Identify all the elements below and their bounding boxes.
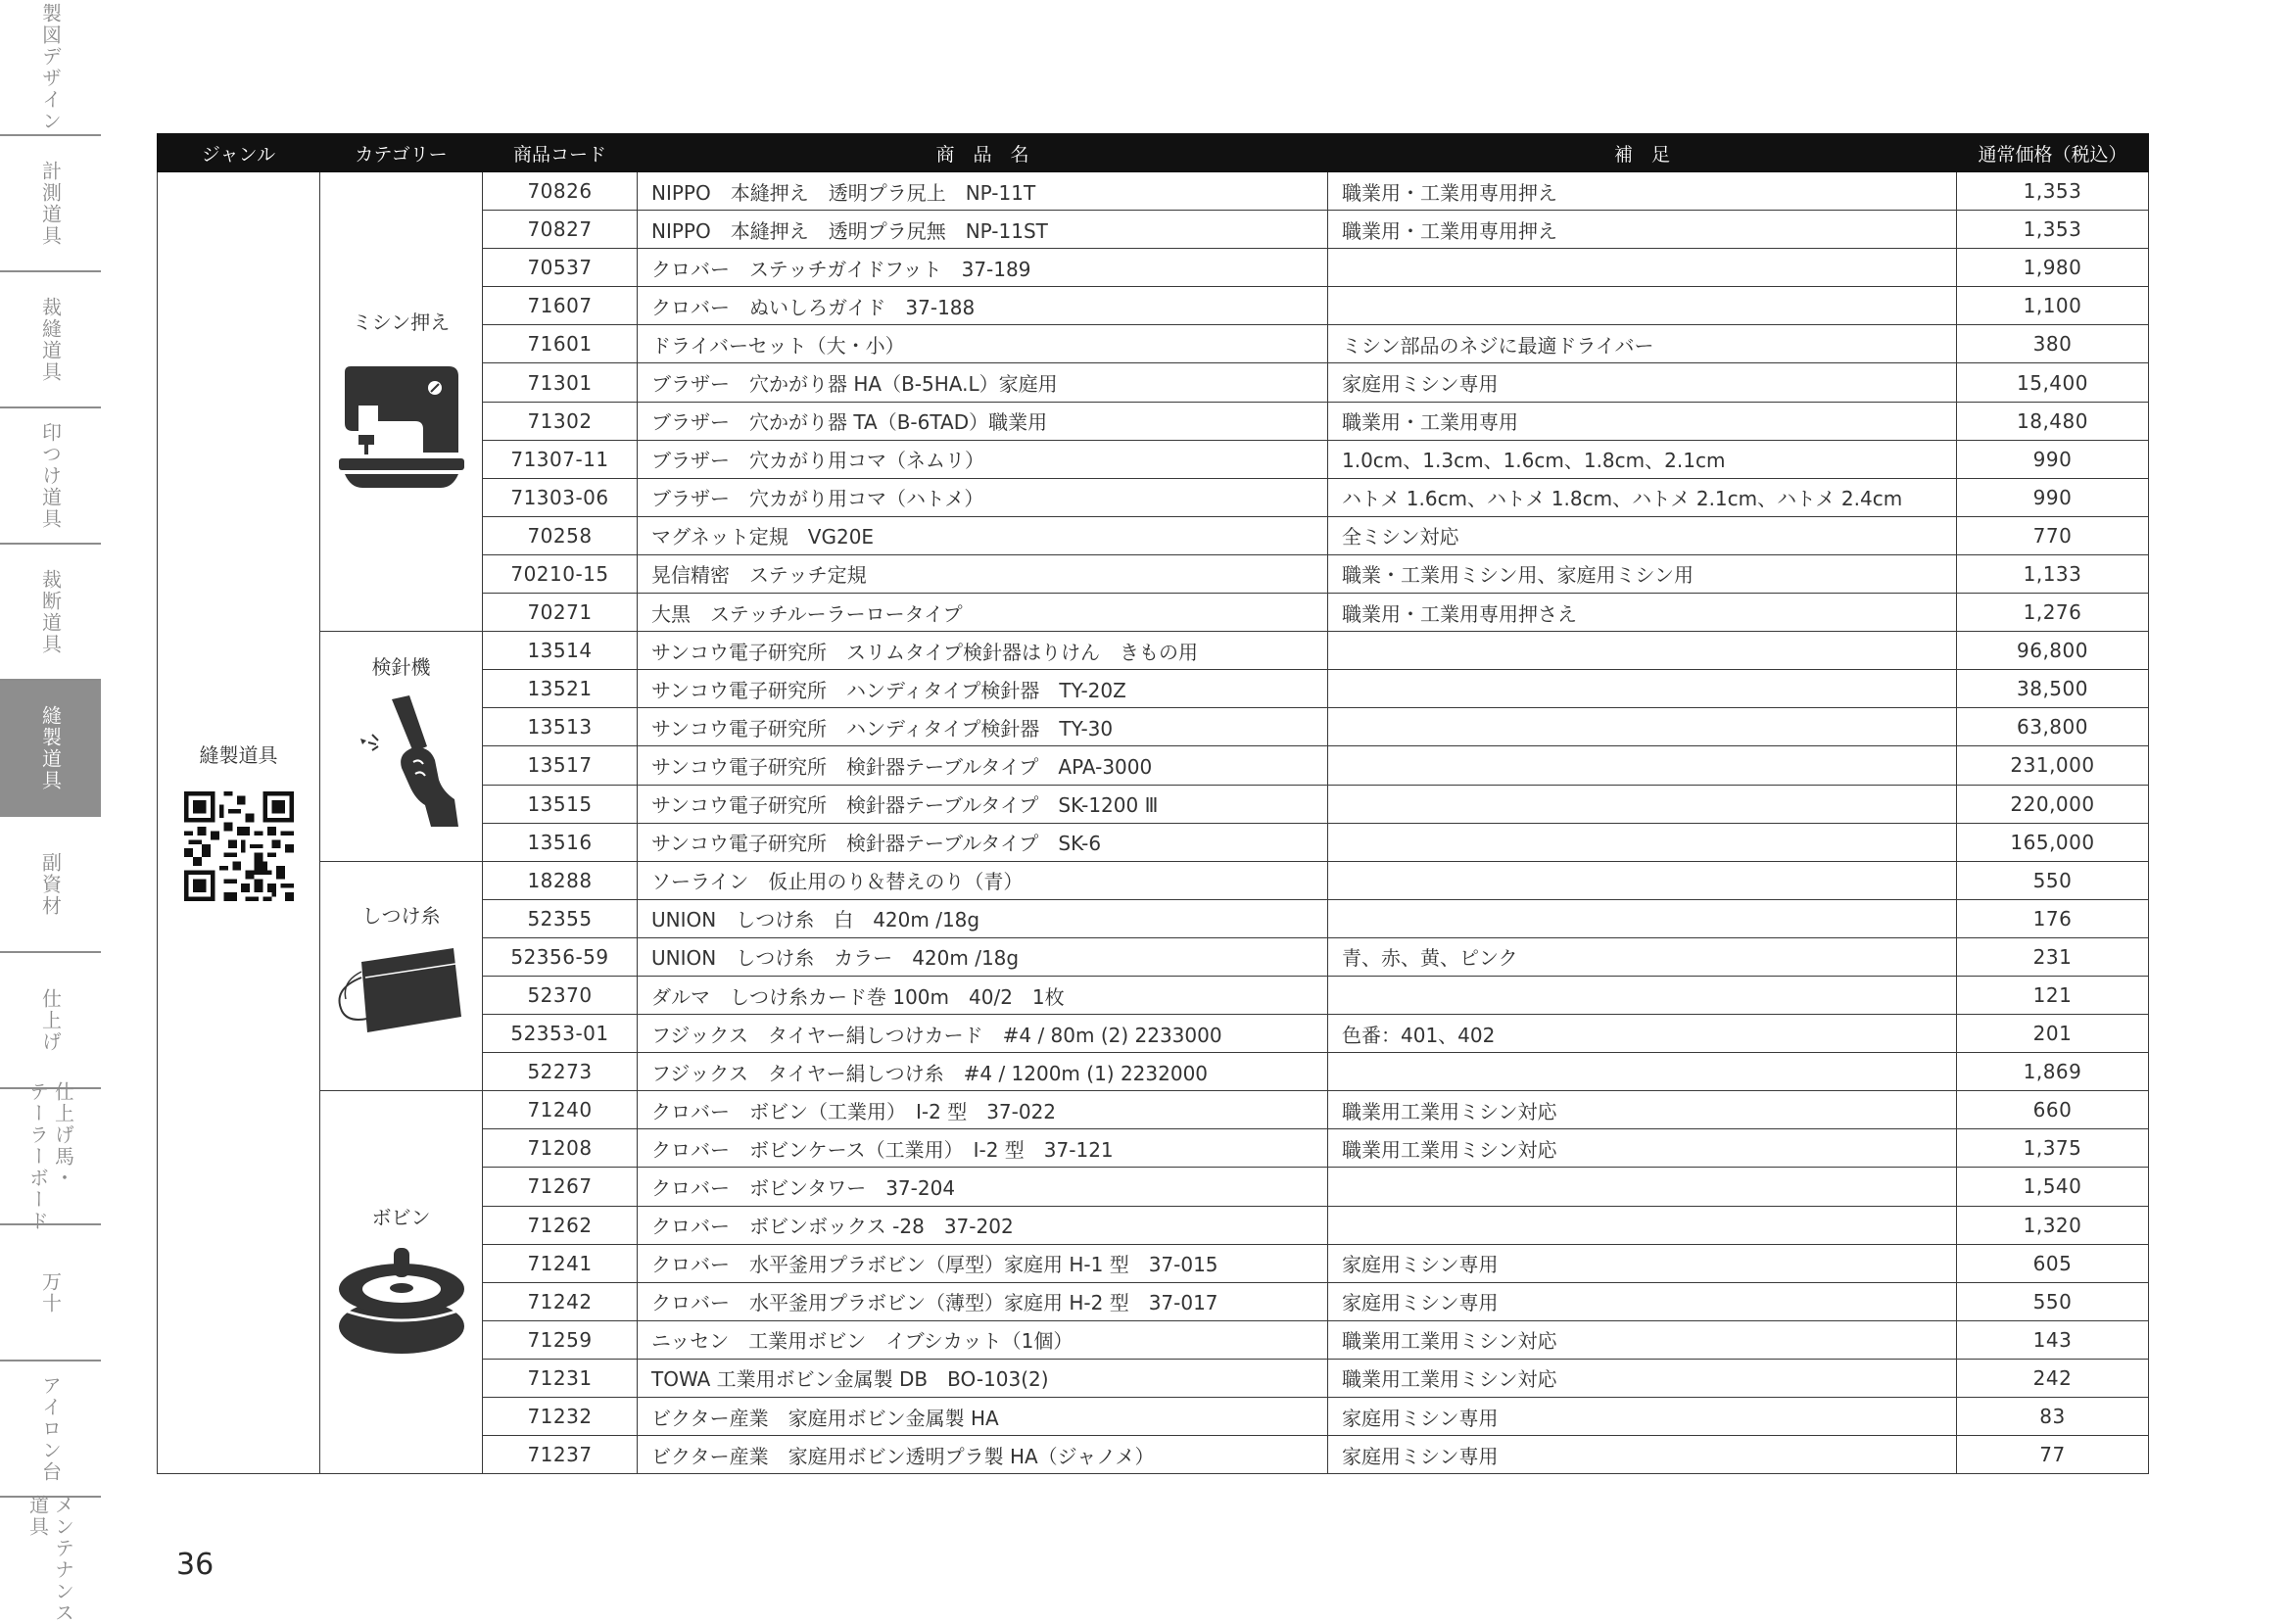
product-note: 1.0cm、1.3cm、1.6cm、1.8cm、2.1cm	[1328, 440, 1957, 478]
product-price: 1,100	[1957, 287, 2149, 325]
needle-detector-icon	[333, 690, 470, 841]
product-code: 71242	[483, 1282, 638, 1320]
product-note	[1328, 708, 1957, 746]
product-price: 77	[1957, 1436, 2149, 1474]
side-tab-sub-materials[interactable]	[0, 817, 101, 953]
product-name: クロバー 水平釜用プラボビン（厚型）家庭用 H-1 型 37-015	[638, 1244, 1328, 1282]
product-code: 13513	[483, 708, 638, 746]
product-code: 71208	[483, 1129, 638, 1168]
header-note: 補 足	[1328, 134, 1957, 172]
product-name: ビクター産業 家庭用ボビン透明プラ製 HA（ジャノメ）	[638, 1436, 1328, 1474]
product-name: ドライバーセット（大・小）	[638, 325, 1328, 363]
side-tab-label-line-2: テーラーボード	[25, 1080, 50, 1232]
product-price: 15,400	[1957, 363, 2149, 402]
product-code: 70258	[483, 516, 638, 554]
product-name: ニッセン 工業用ボビン イブシカット（1個）	[638, 1320, 1328, 1359]
product-name: サンコウ電子研究所 検針器テーブルタイプ SK-6	[638, 823, 1328, 861]
side-tab-label: 製図デザイン	[38, 2, 63, 132]
basting-thread-icon	[328, 938, 475, 1051]
product-name: ブラザー 穴カがり用コマ（ハトメ）	[638, 478, 1328, 516]
side-index-tabs	[0, 0, 101, 1624]
product-name: 晃信精密 ステッチ定規	[638, 554, 1328, 593]
product-note	[1328, 1206, 1957, 1244]
product-code: 13517	[483, 746, 638, 785]
product-code: 71607	[483, 287, 638, 325]
product-code: 52355	[483, 899, 638, 937]
side-tab-label: 裁縫道具	[38, 296, 63, 383]
product-name: クロバー ボビンボックス -28 37-202	[638, 1206, 1328, 1244]
header-name: 商 品 名	[638, 134, 1328, 172]
product-note	[1328, 287, 1957, 325]
product-code: 71267	[483, 1168, 638, 1206]
product-price: 550	[1957, 861, 2149, 899]
header-price: 通常価格（税込）	[1957, 134, 2149, 172]
product-note: 全ミシン対応	[1328, 516, 1957, 554]
product-note	[1328, 1053, 1957, 1091]
product-name: ビクター産業 家庭用ボビン金属製 HA	[638, 1398, 1328, 1436]
side-tab-manju[interactable]	[0, 1225, 101, 1361]
product-code: 13515	[483, 785, 638, 823]
product-price: 220,000	[1957, 785, 2149, 823]
product-note: 職業・工業用ミシン用、家庭用ミシン用	[1328, 554, 1957, 593]
product-note	[1328, 670, 1957, 708]
sewing-machine-icon	[333, 345, 470, 497]
product-code: 52356-59	[483, 937, 638, 976]
table-row	[158, 632, 2149, 670]
product-note: 青、赤、黄、ピンク	[1328, 937, 1957, 976]
side-tab-label: 仕上げ	[38, 987, 63, 1053]
product-note: 家庭用ミシン専用	[1328, 1398, 1957, 1436]
product-code: 71232	[483, 1398, 638, 1436]
product-code: 70271	[483, 594, 638, 632]
side-tab-label-line-1: 仕上げ馬・	[51, 1080, 75, 1189]
product-name: クロバー ボビン（工業用） I-2 型 37-022	[638, 1091, 1328, 1129]
product-code: 71302	[483, 402, 638, 440]
product-note: 家庭用ミシン専用	[1328, 1282, 1957, 1320]
side-tab-label: 万十	[38, 1270, 63, 1314]
product-code: 71259	[483, 1320, 638, 1359]
product-price: 1,980	[1957, 249, 2149, 287]
header-category: カテゴリー	[320, 134, 483, 172]
header-code: 商品コード	[483, 134, 638, 172]
product-note	[1328, 861, 1957, 899]
product-note	[1328, 249, 1957, 287]
product-name: 大黒 ステッチルーラーロータイプ	[638, 594, 1328, 632]
side-tab-drafting-design[interactable]	[0, 0, 101, 136]
product-note: 色番：401、402	[1328, 1015, 1957, 1053]
product-code: 71237	[483, 1436, 638, 1474]
product-code: 71262	[483, 1206, 638, 1244]
product-name: サンコウ電子研究所 ハンディタイプ検針器 TY-30	[638, 708, 1328, 746]
category-cell	[320, 632, 483, 862]
product-note: 職業用・工業用専用押え	[1328, 172, 1957, 211]
side-tab-finishing[interactable]	[0, 953, 101, 1089]
genre-label: 縫製道具	[199, 743, 278, 768]
product-note: ハトメ 1.6cm、ハトメ 1.8cm、ハトメ 2.1cm、ハトメ 2.4cm	[1328, 478, 1957, 516]
product-name: フジックス タイヤー絹しつけカード #4 / 80m (2) 2233000	[638, 1015, 1328, 1053]
product-name: ブラザー 穴かがり器 HA（B-5HA.L）家庭用	[638, 363, 1328, 402]
product-price: 165,000	[1957, 823, 2149, 861]
product-note: 職業用工業用ミシン対応	[1328, 1129, 1957, 1168]
product-price: 1,320	[1957, 1206, 2149, 1244]
category-cell	[320, 1091, 483, 1474]
product-name: サンコウ電子研究所 ハンディタイプ検針器 TY-20Z	[638, 670, 1328, 708]
product-name: クロバー ぬいしろガイド 37-188	[638, 287, 1328, 325]
page-number: 36	[176, 1548, 215, 1582]
product-price: 231,000	[1957, 746, 2149, 785]
product-price: 176	[1957, 899, 2149, 937]
product-price: 231	[1957, 937, 2149, 976]
product-name: NIPPO 本縫押え 透明プラ尻無 NP-11ST	[638, 211, 1328, 249]
bobbin-icon	[333, 1240, 470, 1362]
product-code: 70210-15	[483, 554, 638, 593]
product-code: 71307-11	[483, 440, 638, 478]
product-code: 13514	[483, 632, 638, 670]
side-tab-maintenance-tools[interactable]	[0, 1494, 101, 1624]
product-note	[1328, 632, 1957, 670]
product-note: ミシン部品のネジに最適ドライバー	[1328, 325, 1957, 363]
header-genre: ジャンル	[158, 134, 320, 172]
product-price: 143	[1957, 1320, 2149, 1359]
product-note: 職業用・工業用専用押さえ	[1328, 594, 1957, 632]
product-price: 990	[1957, 478, 2149, 516]
product-price: 660	[1957, 1091, 2149, 1129]
category-label: ミシン押え	[352, 310, 451, 335]
product-code: 18288	[483, 861, 638, 899]
category-label: 検針機	[371, 654, 431, 679]
product-price: 1,276	[1957, 594, 2149, 632]
product-name: TOWA 工業用ボビン金属製 DB BO-103(2)	[638, 1359, 1328, 1397]
product-note	[1328, 785, 1957, 823]
product-note: 職業用工業用ミシン対応	[1328, 1320, 1957, 1359]
side-tab-label: 副資材	[38, 851, 63, 917]
table-row	[158, 172, 2149, 211]
side-tab-sewing-equipment[interactable]	[0, 681, 101, 817]
side-tab-label-line-1: メンテナンス	[51, 1494, 75, 1624]
product-price: 380	[1957, 325, 2149, 363]
product-code: 52370	[483, 976, 638, 1014]
product-code: 52273	[483, 1053, 638, 1091]
product-price: 63,800	[1957, 708, 2149, 746]
genre-cell	[158, 172, 320, 1474]
product-code: 70826	[483, 172, 638, 211]
product-price: 1,869	[1957, 1053, 2149, 1091]
product-price: 18,480	[1957, 402, 2149, 440]
table-row	[158, 861, 2149, 899]
side-tab-label: 計測道具	[38, 160, 63, 247]
product-name: サンコウ電子研究所 検針器テーブルタイプ APA-3000	[638, 746, 1328, 785]
side-tab-ironing-board[interactable]	[0, 1361, 101, 1498]
product-note	[1328, 899, 1957, 937]
product-note: 職業用・工業用専用	[1328, 402, 1957, 440]
product-price: 550	[1957, 1282, 2149, 1320]
side-tab-cutting-tools[interactable]	[0, 545, 101, 681]
product-name: UNION しつけ糸 カラー 420m /18g	[638, 937, 1328, 976]
product-price: 121	[1957, 976, 2149, 1014]
product-price: 242	[1957, 1359, 2149, 1397]
category-cell	[320, 172, 483, 632]
side-tab-sewing-tools[interactable]	[0, 272, 101, 408]
product-price: 1,540	[1957, 1168, 2149, 1206]
side-tab-label: アイロン台	[38, 1374, 63, 1483]
side-tab-label: 縫製道具	[38, 704, 63, 791]
product-note	[1328, 823, 1957, 861]
category-cell	[320, 861, 483, 1091]
product-price: 38,500	[1957, 670, 2149, 708]
product-note	[1328, 1168, 1957, 1206]
category-label: ボビン	[371, 1206, 431, 1230]
product-note: 職業用工業用ミシン対応	[1328, 1359, 1957, 1397]
product-price: 1,133	[1957, 554, 2149, 593]
table-body	[158, 172, 2149, 1474]
product-price: 1,375	[1957, 1129, 2149, 1168]
product-name: ブラザー 穴カがり用コマ（ネムリ）	[638, 440, 1328, 478]
qr-code[interactable]	[184, 791, 294, 906]
product-note: 家庭用ミシン専用	[1328, 363, 1957, 402]
product-code: 71240	[483, 1091, 638, 1129]
product-table	[157, 133, 2149, 1474]
category-label: しつけ糸	[361, 904, 441, 929]
product-price: 96,800	[1957, 632, 2149, 670]
product-name: サンコウ電子研究所 検針器テーブルタイプ SK-1200 Ⅲ	[638, 785, 1328, 823]
product-note: 職業用工業用ミシン対応	[1328, 1091, 1957, 1129]
product-code: 70537	[483, 249, 638, 287]
product-code: 52353-01	[483, 1015, 638, 1053]
product-name: UNION しつけ糸 白 420m /18g	[638, 899, 1328, 937]
product-code: 71601	[483, 325, 638, 363]
product-code: 13521	[483, 670, 638, 708]
table-row	[158, 1091, 2149, 1129]
product-name: ダルマ しつけ糸カード巻 100m 40/2 1枚	[638, 976, 1328, 1014]
product-name: マグネット定規 VG20E	[638, 516, 1328, 554]
product-code: 71241	[483, 1244, 638, 1282]
product-name: クロバー ボビンケース（工業用） I-2 型 37-121	[638, 1129, 1328, 1168]
product-note: 職業用・工業用専用押え	[1328, 211, 1957, 249]
product-name: サンコウ電子研究所 スリムタイプ検針器はりけん きもの用	[638, 632, 1328, 670]
product-name: NIPPO 本縫押え 透明プラ尻上 NP-11T	[638, 172, 1328, 211]
product-price: 83	[1957, 1398, 2149, 1436]
side-tab-marking-tools[interactable]	[0, 408, 101, 545]
side-tab-label: 裁断道具	[38, 568, 63, 655]
product-code: 71303-06	[483, 478, 638, 516]
product-code: 13516	[483, 823, 638, 861]
product-note: 家庭用ミシン専用	[1328, 1244, 1957, 1282]
product-code: 71301	[483, 363, 638, 402]
side-tab-measuring-tools[interactable]	[0, 136, 101, 272]
product-name: クロバー 水平釜用プラボビン（薄型）家庭用 H-2 型 37-017	[638, 1282, 1328, 1320]
product-code: 71231	[483, 1359, 638, 1397]
product-code: 70827	[483, 211, 638, 249]
product-name: クロバー ステッチガイドフット 37-189	[638, 249, 1328, 287]
product-price: 990	[1957, 440, 2149, 478]
product-note: 家庭用ミシン専用	[1328, 1436, 1957, 1474]
product-name: ブラザー 穴かがり器 TA（B-6TAD）職業用	[638, 402, 1328, 440]
product-price: 1,353	[1957, 211, 2149, 249]
side-tab-tailor-board[interactable]	[0, 1080, 101, 1232]
side-tab-label-line-2: 道具	[25, 1494, 50, 1538]
product-name: フジックス タイヤー絹しつけ糸 #4 / 1200m (1) 2232000	[638, 1053, 1328, 1091]
product-name: ソーライン 仮止用のり＆替えのり（青）	[638, 861, 1328, 899]
product-note	[1328, 976, 1957, 1014]
product-note	[1328, 746, 1957, 785]
product-price: 1,353	[1957, 172, 2149, 211]
product-price: 605	[1957, 1244, 2149, 1282]
side-tab-label: 印つけ道具	[38, 421, 63, 530]
product-name: クロバー ボビンタワー 37-204	[638, 1168, 1328, 1206]
product-price: 770	[1957, 516, 2149, 554]
table-header-row	[158, 134, 2149, 172]
product-price: 201	[1957, 1015, 2149, 1053]
